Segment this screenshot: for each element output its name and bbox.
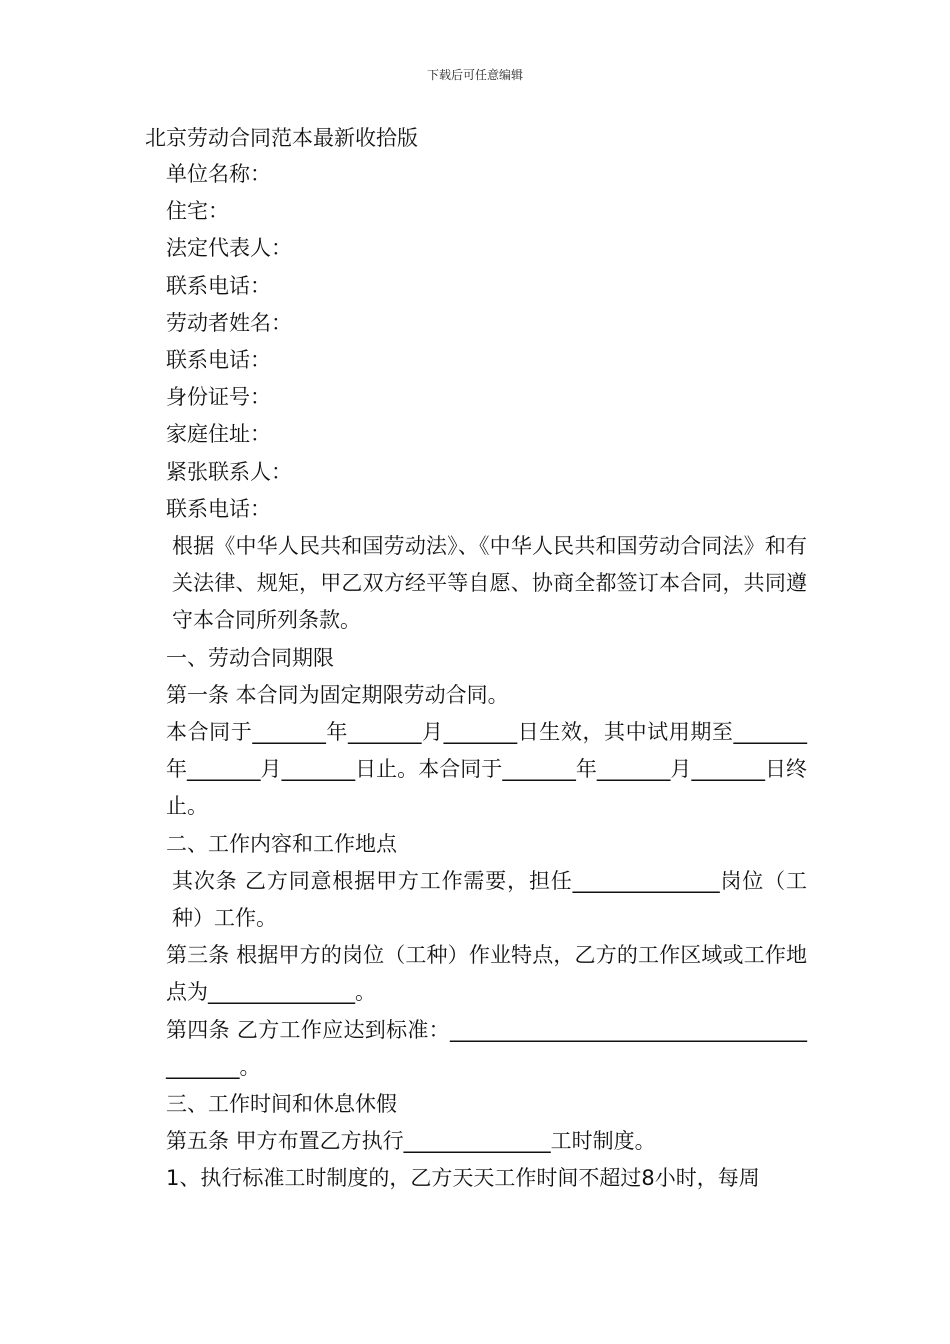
article-4: 第四条 乙方工作应达到标准：_________________________________________。 xyxy=(166,1017,807,1079)
field-id-number: 身份证号： xyxy=(166,385,271,410)
section-3-heading: 三、工作时间和休息休假 xyxy=(166,1092,397,1117)
document-title: 北京劳动合同范本最新收拾版 xyxy=(145,126,418,150)
field-worker-phone: 联系电话： xyxy=(166,348,271,373)
article-2: 其次条 乙方同意根据甲方工作需要，担任______________岗位（工种）工作。 xyxy=(172,868,807,931)
preamble-paragraph: 根据《中华人民共和国劳动法》、《中华人民共和国劳动合同法》和有关法律、规矩，甲乙双方经平等自愿、协商全都签订本合同，共同遵守本合同所列条款。 xyxy=(172,534,807,633)
section-2-heading: 二、工作内容和工作地点 xyxy=(166,831,397,856)
article-5-item-1: 1、执行标准工时制度的，乙方天天工作时间不超过8小时，每周 xyxy=(166,1166,760,1191)
field-emergency-contact: 紧张联系人： xyxy=(166,459,292,484)
article-3: 第三条 根据甲方的岗位（工种）作业特点，乙方的工作区域或工作地点为______________。 xyxy=(166,943,807,1005)
field-home-address: 家庭住址： xyxy=(166,422,271,447)
field-employer-phone: 联系电话： xyxy=(166,273,271,298)
article-5: 第五条 甲方布置乙方执行______________工时制度。 xyxy=(166,1129,656,1154)
article-1: 第一条 本合同为固定期限劳动合同。 xyxy=(166,682,509,707)
field-worker-name: 劳动者姓名： xyxy=(166,310,292,335)
contract-document xyxy=(145,120,807,1198)
field-unit-name: 单位名称： xyxy=(166,162,271,186)
field-residence: 住宅： xyxy=(166,199,229,224)
page-header-note: 下载后可任意编辑 xyxy=(426,68,523,82)
section-1-heading: 一、劳动合同期限 xyxy=(166,645,334,670)
field-legal-representative: 法定代表人： xyxy=(166,236,292,261)
contract-term-clause: 本合同于_______年_______月_______日生效，其中试用期至_______年_______月_______日止。本合同于_______年_______月_______日终止。 xyxy=(166,720,807,819)
field-emergency-phone: 联系电话： xyxy=(166,496,271,521)
